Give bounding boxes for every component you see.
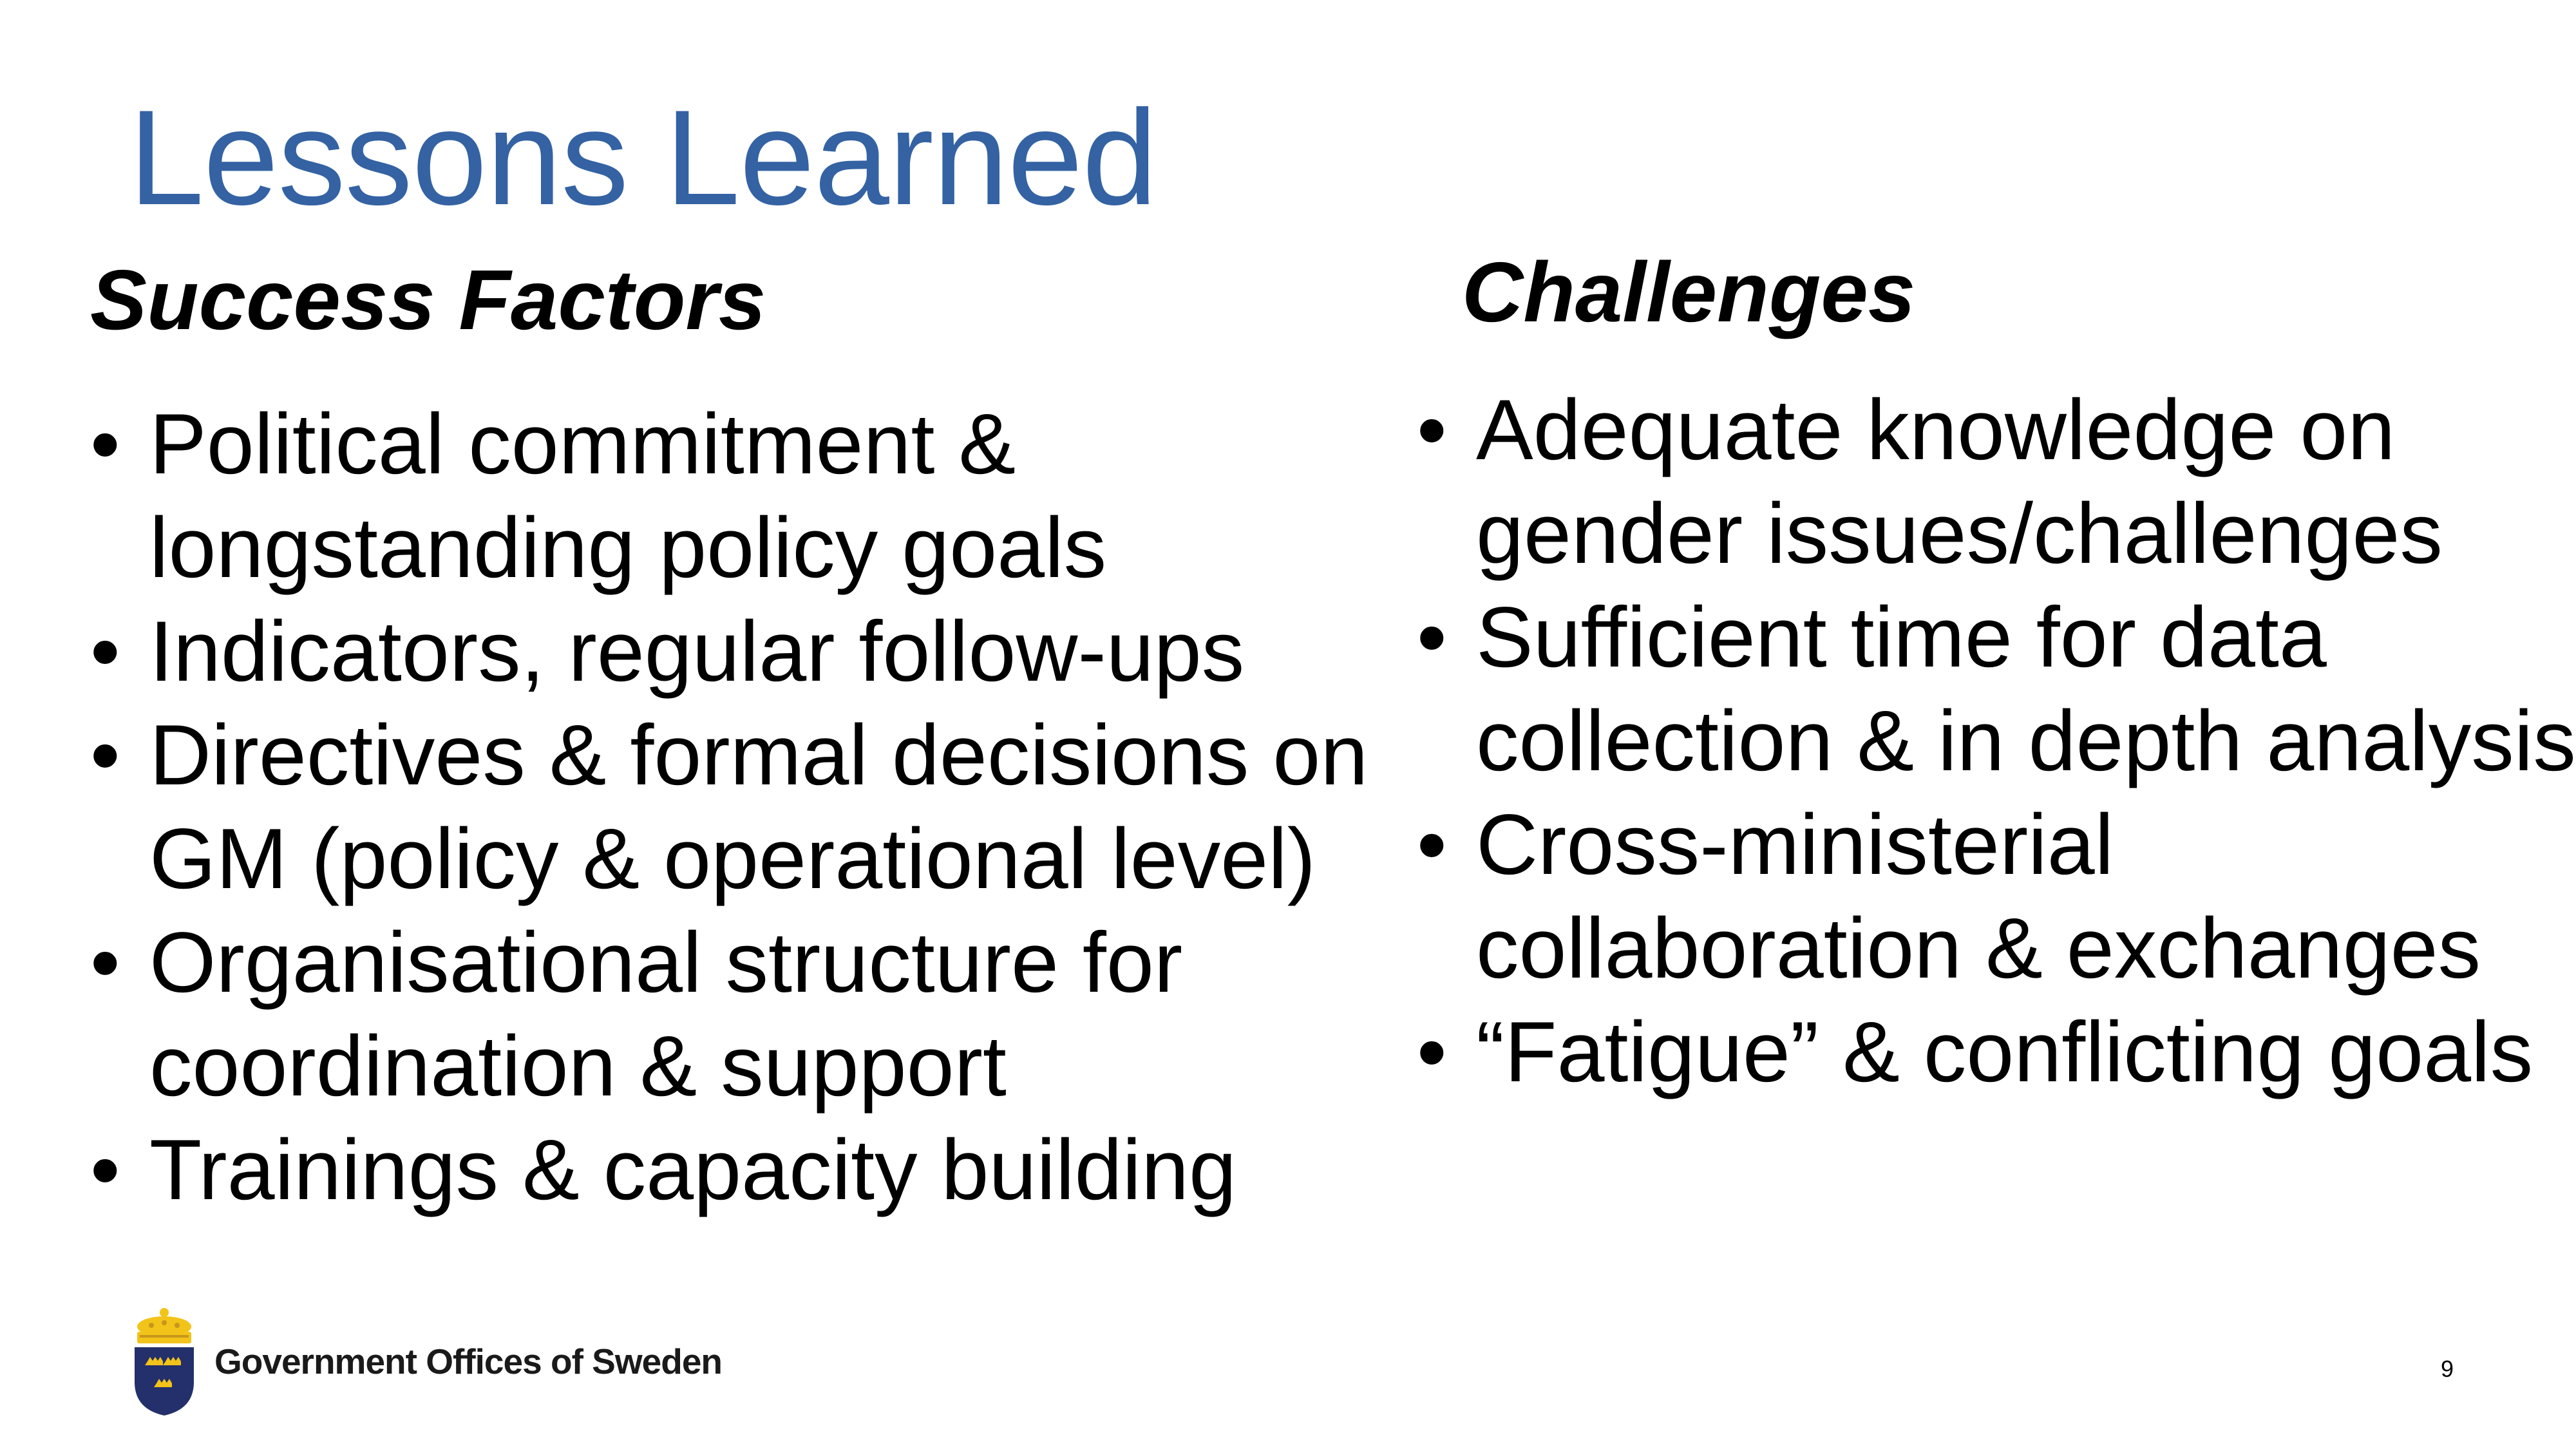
list-item [90,911,1417,1119]
swedish-crown-shield-icon [132,1307,196,1417]
bullet-icon: • [90,915,120,1010]
list-item [1417,379,2576,586]
challenges-heading: Challenges [1462,245,1916,339]
list-item [90,704,1417,911]
challenges-list [1417,379,2576,1104]
list-item-text: Organisational structure for coordination & support [149,915,1183,1114]
bullet-icon: • [90,397,120,492]
list-item-text: Political commitment & longstanding policy goals [149,397,1107,596]
list-item-text: Indicators, regular follow-ups [149,604,1245,699]
list-item [1417,793,2576,1001]
bullet-icon: • [1417,797,1447,893]
bullet-icon: • [90,1122,120,1218]
list-item [90,600,1417,704]
list-item [1417,1001,2576,1104]
list-item [1417,586,2576,793]
bullet-icon: • [1417,590,1447,685]
success-factors-list [90,393,1417,1222]
list-item-text: Sufficient time for data collection & in depth analysis [1476,590,2576,789]
page-number: 9 [2441,1356,2454,1382]
bullet-icon: • [90,604,120,699]
bullet-icon: • [1417,383,1447,478]
slide-title: Lessons Learned [129,82,1157,233]
bullet-icon: • [1417,1005,1447,1100]
success-factors-heading: Success Factors [90,252,766,347]
list-item-text: “Fatigue” & conflicting goals [1476,1005,2533,1100]
list-item-text: Trainings & capacity building [149,1122,1237,1218]
list-item [90,1119,1417,1222]
list-item-text: Cross-ministerial collaboration & exchanges [1476,797,2481,996]
list-item-text: Directives & formal decisions on GM (policy & operational level) [149,708,1368,907]
list-item [90,393,1417,600]
bullet-icon: • [90,708,120,803]
organization-name: Government Offices of Sweden [214,1341,723,1381]
list-item-text: Adequate knowledge on gender issues/challenges [1476,383,2443,582]
